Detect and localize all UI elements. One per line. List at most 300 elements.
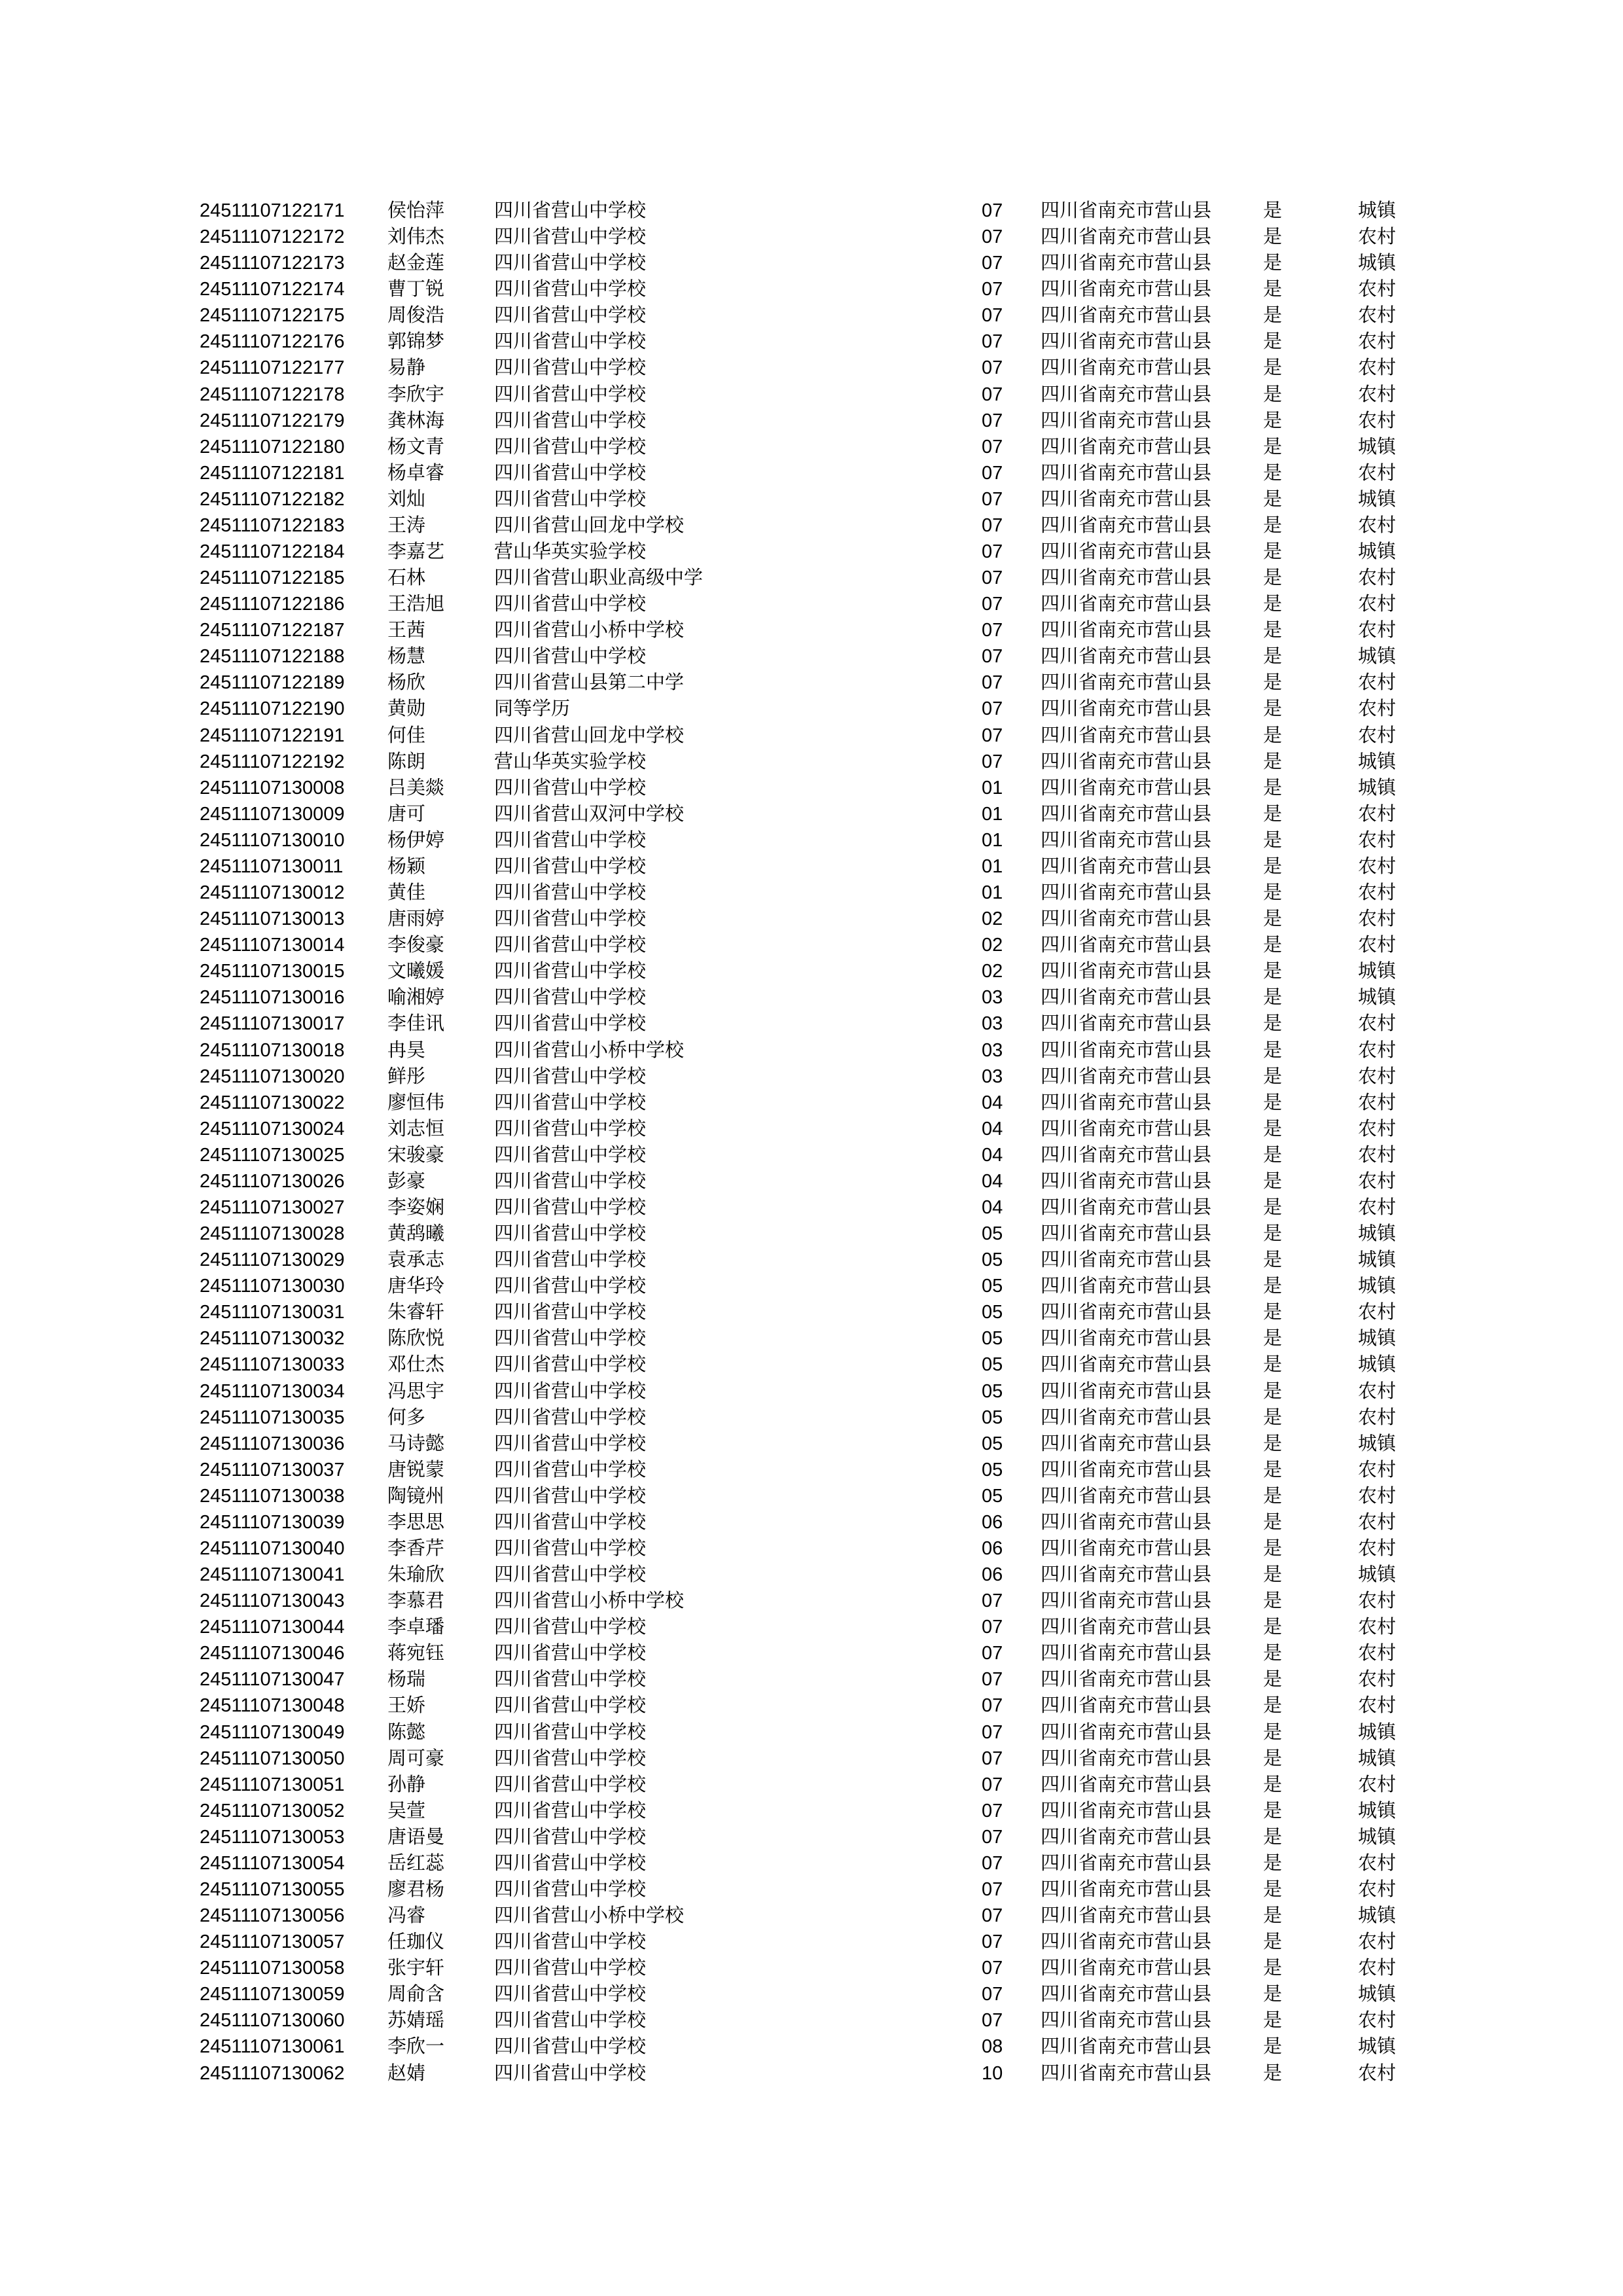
candidate-id: 24511107130016 <box>200 987 345 1009</box>
eligibility-flag: 是 <box>1263 1879 1283 1900</box>
residence-type: 农村 <box>1358 1459 1397 1480</box>
residence-type: 农村 <box>1358 1066 1397 1087</box>
student-name: 黄佳 <box>387 882 426 904</box>
student-name: 刘伟杰 <box>387 226 445 248</box>
table-row <box>0 749 1623 775</box>
eligibility-flag: 是 <box>1263 567 1283 589</box>
eligibility-flag: 是 <box>1263 1354 1283 1376</box>
category-code: 07 <box>982 226 1003 248</box>
eligibility-flag: 是 <box>1263 1905 1283 1927</box>
residence-type: 农村 <box>1358 1407 1397 1428</box>
student-name: 马诗懿 <box>387 1433 445 1454</box>
region: 四川省南充市营山县 <box>1041 829 1212 851</box>
candidate-id: 24511107122178 <box>200 384 345 405</box>
school-name: 四川省营山中学校 <box>494 1066 647 1087</box>
student-name: 王浩旭 <box>387 594 445 615</box>
residence-type: 农村 <box>1358 1144 1397 1166</box>
student-name: 唐锐蒙 <box>387 1459 445 1480</box>
student-name: 龚林海 <box>387 410 445 431</box>
student-name: 唐华玲 <box>387 1276 445 1297</box>
table-row <box>0 1116 1623 1142</box>
residence-type: 农村 <box>1358 567 1397 589</box>
candidate-id: 24511107122192 <box>200 751 345 772</box>
student-name: 杨伊婷 <box>387 829 445 851</box>
student-name: 李欣宇 <box>387 384 445 405</box>
region: 四川省南充市营山县 <box>1041 1748 1212 1769</box>
residence-type: 农村 <box>1358 1537 1397 1559</box>
student-name: 刘灿 <box>387 488 426 510</box>
table-row <box>0 250 1623 276</box>
candidate-id: 24511107130013 <box>200 908 345 930</box>
residence-type: 农村 <box>1358 594 1397 615</box>
table-row <box>0 512 1623 539</box>
category-code: 05 <box>982 1223 1003 1245</box>
eligibility-flag: 是 <box>1263 410 1283 431</box>
table-row <box>0 1509 1623 1535</box>
table-row <box>0 302 1623 329</box>
school-name: 四川省营山中学校 <box>494 1118 647 1139</box>
candidate-id: 24511107122172 <box>200 226 345 248</box>
student-name: 黄勋 <box>387 698 426 720</box>
candidate-id: 24511107130020 <box>200 1066 345 1087</box>
student-name: 冯思宇 <box>387 1380 445 1402</box>
category-code: 01 <box>982 803 1003 825</box>
student-name: 彭豪 <box>387 1170 426 1192</box>
student-name: 冯睿 <box>387 1905 426 1927</box>
candidate-id: 24511107130017 <box>200 1013 345 1035</box>
school-name: 四川省营山中学校 <box>494 1092 647 1113</box>
category-code: 04 <box>982 1092 1003 1113</box>
table-row <box>0 1457 1623 1483</box>
candidate-id: 24511107130037 <box>200 1459 345 1480</box>
region: 四川省南充市营山县 <box>1041 987 1212 1009</box>
candidate-id: 24511107130030 <box>200 1276 345 1297</box>
region: 四川省南充市营山县 <box>1041 620 1212 641</box>
region: 四川省南充市营山县 <box>1041 698 1212 720</box>
residence-type: 城镇 <box>1358 200 1397 221</box>
school-name: 四川省营山中学校 <box>494 1433 647 1454</box>
residence-type: 农村 <box>1358 1958 1397 1979</box>
table-row <box>0 2034 1623 2060</box>
eligibility-flag: 是 <box>1263 1249 1283 1271</box>
category-code: 06 <box>982 1511 1003 1533</box>
school-name: 四川省营山中学校 <box>494 935 647 956</box>
category-code: 07 <box>982 305 1003 327</box>
school-name: 四川省营山中学校 <box>494 961 647 982</box>
region: 四川省南充市营山县 <box>1041 2010 1212 2032</box>
eligibility-flag: 是 <box>1263 541 1283 563</box>
residence-type: 农村 <box>1358 279 1397 300</box>
region: 四川省南充市营山县 <box>1041 384 1212 405</box>
candidate-id: 24511107130058 <box>200 1958 345 1979</box>
table-row <box>0 1640 1623 1666</box>
school-name: 四川省营山中学校 <box>494 829 647 851</box>
table-row <box>0 1299 1623 1325</box>
table-row <box>0 984 1623 1011</box>
table-row <box>0 1090 1623 1116</box>
eligibility-flag: 是 <box>1263 882 1283 904</box>
category-code: 07 <box>982 594 1003 615</box>
school-name: 四川省营山中学校 <box>494 1013 647 1035</box>
table-row <box>0 1037 1623 1064</box>
residence-type: 农村 <box>1358 1380 1397 1402</box>
candidate-id: 24511107122186 <box>200 594 345 615</box>
eligibility-flag: 是 <box>1263 1511 1283 1533</box>
school-name: 四川省营山中学校 <box>494 1302 647 1323</box>
category-code: 02 <box>982 908 1003 930</box>
table-row <box>0 1588 1623 1614</box>
student-name: 唐雨婷 <box>387 908 445 930</box>
category-code: 07 <box>982 410 1003 431</box>
category-code: 06 <box>982 1537 1003 1559</box>
category-code: 05 <box>982 1407 1003 1428</box>
category-code: 07 <box>982 1958 1003 1979</box>
school-name: 四川省营山中学校 <box>494 1511 647 1533</box>
candidate-id: 24511107130062 <box>200 2062 345 2084</box>
eligibility-flag: 是 <box>1263 2036 1283 2058</box>
residence-type: 城镇 <box>1358 1826 1397 1848</box>
eligibility-flag: 是 <box>1263 1196 1283 1218</box>
category-code: 05 <box>982 1249 1003 1271</box>
category-code: 07 <box>982 698 1003 720</box>
region: 四川省南充市营山县 <box>1041 357 1212 379</box>
category-code: 07 <box>982 1984 1003 2005</box>
student-name: 朱瑜欣 <box>387 1564 445 1586</box>
table-row <box>0 1981 1623 2007</box>
candidate-id: 24511107130054 <box>200 1852 345 1874</box>
candidate-id: 24511107122179 <box>200 410 345 431</box>
student-name: 廖恒伟 <box>387 1092 445 1113</box>
category-code: 07 <box>982 514 1003 536</box>
student-name: 袁承志 <box>387 1249 445 1271</box>
category-code: 05 <box>982 1380 1003 1402</box>
eligibility-flag: 是 <box>1263 961 1283 982</box>
table-row <box>0 1666 1623 1693</box>
student-name: 蒋宛钰 <box>387 1643 445 1664</box>
student-name: 陈懿 <box>387 1721 426 1743</box>
residence-type: 农村 <box>1358 1931 1397 1953</box>
region: 四川省南充市营山县 <box>1041 1590 1212 1612</box>
region: 四川省南充市营山县 <box>1041 1380 1212 1402</box>
region: 四川省南充市营山县 <box>1041 2036 1212 2058</box>
category-code: 03 <box>982 987 1003 1009</box>
category-code: 05 <box>982 1328 1003 1350</box>
student-name: 冉昊 <box>387 1039 426 1061</box>
category-code: 07 <box>982 1721 1003 1743</box>
school-name: 四川省营山中学校 <box>494 1669 647 1691</box>
region: 四川省南充市营山县 <box>1041 855 1212 877</box>
school-name: 四川省营山中学校 <box>494 1879 647 1900</box>
student-name: 杨颖 <box>387 855 426 877</box>
table-row <box>0 355 1623 381</box>
student-name: 孙静 <box>387 1774 426 1795</box>
student-name: 杨卓睿 <box>387 462 445 484</box>
region: 四川省南充市营山县 <box>1041 1328 1212 1350</box>
residence-type: 城镇 <box>1358 961 1397 982</box>
category-code: 08 <box>982 2036 1003 2058</box>
school-name: 四川省营山中学校 <box>494 462 647 484</box>
eligibility-flag: 是 <box>1263 1433 1283 1454</box>
category-code: 07 <box>982 541 1003 563</box>
table-row <box>0 1325 1623 1352</box>
region: 四川省南充市营山县 <box>1041 1695 1212 1717</box>
category-code: 07 <box>982 1590 1003 1612</box>
school-name: 四川省营山中学校 <box>494 777 647 798</box>
eligibility-flag: 是 <box>1263 987 1283 1009</box>
student-name: 廖君杨 <box>387 1879 445 1900</box>
residence-type: 城镇 <box>1358 541 1397 563</box>
table-row <box>0 1483 1623 1509</box>
category-code: 07 <box>982 331 1003 353</box>
eligibility-flag: 是 <box>1263 357 1283 379</box>
category-code: 07 <box>982 1774 1003 1795</box>
region: 四川省南充市营山县 <box>1041 1774 1212 1795</box>
residence-type: 城镇 <box>1358 253 1397 274</box>
candidate-id: 24511107122189 <box>200 672 345 694</box>
student-name: 李嘉艺 <box>387 541 445 563</box>
table-row <box>0 723 1623 749</box>
residence-type: 城镇 <box>1358 436 1397 457</box>
category-code: 07 <box>982 672 1003 694</box>
eligibility-flag: 是 <box>1263 1669 1283 1691</box>
candidate-id: 24511107130048 <box>200 1695 345 1717</box>
category-code: 05 <box>982 1302 1003 1323</box>
region: 四川省南充市营山县 <box>1041 1013 1212 1035</box>
student-name: 陈朗 <box>387 751 426 772</box>
eligibility-flag: 是 <box>1263 1537 1283 1559</box>
table-row <box>0 1405 1623 1431</box>
eligibility-flag: 是 <box>1263 1407 1283 1428</box>
eligibility-flag: 是 <box>1263 1800 1283 1821</box>
student-name: 赵金莲 <box>387 253 445 274</box>
school-name: 四川省营山中学校 <box>494 1852 647 1874</box>
residence-type: 农村 <box>1358 1643 1397 1664</box>
category-code: 07 <box>982 1905 1003 1927</box>
region: 四川省南充市营山县 <box>1041 725 1212 746</box>
table-row <box>0 1352 1623 1378</box>
residence-type: 农村 <box>1358 908 1397 930</box>
region: 四川省南充市营山县 <box>1041 1669 1212 1691</box>
residence-type: 农村 <box>1358 410 1397 431</box>
residence-type: 农村 <box>1358 1511 1397 1533</box>
school-name: 四川省营山中学校 <box>494 646 647 668</box>
school-name: 四川省营山小桥中学校 <box>494 620 685 641</box>
candidate-id: 24511107130025 <box>200 1144 345 1166</box>
school-name: 四川省营山中学校 <box>494 594 647 615</box>
table-row <box>0 958 1623 984</box>
region: 四川省南充市营山县 <box>1041 1511 1212 1533</box>
student-name: 赵婧 <box>387 2062 426 2084</box>
table-row <box>0 1746 1623 1772</box>
category-code: 01 <box>982 829 1003 851</box>
eligibility-flag: 是 <box>1263 698 1283 720</box>
candidate-id: 24511107122176 <box>200 331 345 353</box>
candidate-id: 24511107122185 <box>200 567 345 589</box>
student-name: 黄鸹曦 <box>387 1223 445 1245</box>
student-name: 周可豪 <box>387 1748 445 1769</box>
residence-type: 城镇 <box>1358 1328 1397 1350</box>
region: 四川省南充市营山县 <box>1041 1407 1212 1428</box>
residence-type: 农村 <box>1358 855 1397 877</box>
table-row <box>0 1562 1623 1588</box>
eligibility-flag: 是 <box>1263 384 1283 405</box>
table-row <box>0 617 1623 643</box>
category-code: 04 <box>982 1170 1003 1192</box>
region: 四川省南充市营山县 <box>1041 1537 1212 1559</box>
candidate-id: 24511107130055 <box>200 1879 345 1900</box>
eligibility-flag: 是 <box>1263 1931 1283 1953</box>
student-name: 陈欣悦 <box>387 1328 445 1350</box>
candidate-id: 24511107130057 <box>200 1931 345 1953</box>
table-row <box>0 408 1623 434</box>
category-code: 05 <box>982 1485 1003 1507</box>
candidate-id: 24511107122190 <box>200 698 345 720</box>
eligibility-flag: 是 <box>1263 1748 1283 1769</box>
school-name: 四川省营山中学校 <box>494 1196 647 1218</box>
student-name: 李姿娴 <box>387 1196 445 1218</box>
category-code: 07 <box>982 1643 1003 1664</box>
residence-type: 城镇 <box>1358 751 1397 772</box>
school-name: 四川省营山中学校 <box>494 436 647 457</box>
category-code: 07 <box>982 1852 1003 1874</box>
candidate-id: 24511107130052 <box>200 1800 345 1821</box>
residence-type: 农村 <box>1358 882 1397 904</box>
residence-type: 农村 <box>1358 1590 1397 1612</box>
candidate-id: 24511107130061 <box>200 2036 345 2058</box>
candidate-id: 24511107130036 <box>200 1433 345 1454</box>
school-name: 四川省营山中学校 <box>494 1748 647 1769</box>
eligibility-flag: 是 <box>1263 1617 1283 1638</box>
residence-type: 农村 <box>1358 1039 1397 1061</box>
residence-type: 城镇 <box>1358 1433 1397 1454</box>
category-code: 05 <box>982 1276 1003 1297</box>
candidate-id: 24511107130043 <box>200 1590 345 1612</box>
residence-type: 农村 <box>1358 1196 1397 1218</box>
category-code: 05 <box>982 1433 1003 1454</box>
region: 四川省南充市营山县 <box>1041 1879 1212 1900</box>
region: 四川省南充市营山县 <box>1041 1276 1212 1297</box>
candidate-id: 24511107130028 <box>200 1223 345 1245</box>
student-name: 王涛 <box>387 514 426 536</box>
table-row <box>0 329 1623 355</box>
student-name: 李慕君 <box>387 1590 445 1612</box>
residence-type: 农村 <box>1358 1695 1397 1717</box>
category-code: 07 <box>982 1695 1003 1717</box>
category-code: 04 <box>982 1196 1003 1218</box>
school-name: 四川省营山中学校 <box>494 253 647 274</box>
table-row <box>0 853 1623 880</box>
candidate-id: 24511107130044 <box>200 1617 345 1638</box>
category-code: 01 <box>982 882 1003 904</box>
region: 四川省南充市营山县 <box>1041 1066 1212 1087</box>
student-name: 石林 <box>387 567 426 589</box>
eligibility-flag: 是 <box>1263 1564 1283 1586</box>
student-name: 鲜彤 <box>387 1066 426 1087</box>
school-name: 四川省营山中学校 <box>494 1564 647 1586</box>
category-code: 02 <box>982 935 1003 956</box>
table-row <box>0 460 1623 486</box>
eligibility-flag: 是 <box>1263 803 1283 825</box>
school-name: 四川省营山回龙中学校 <box>494 725 685 746</box>
student-name: 李思思 <box>387 1511 445 1533</box>
category-code: 10 <box>982 2062 1003 2084</box>
school-name: 四川省营山小桥中学校 <box>494 1905 685 1927</box>
student-name: 吴萱 <box>387 1800 426 1821</box>
eligibility-flag: 是 <box>1263 279 1283 300</box>
eligibility-flag: 是 <box>1263 829 1283 851</box>
eligibility-flag: 是 <box>1263 1276 1283 1297</box>
student-name: 苏婧瑶 <box>387 2010 445 2032</box>
table-row <box>0 1798 1623 1824</box>
school-name: 四川省营山中学校 <box>494 1485 647 1507</box>
table-row <box>0 670 1623 696</box>
candidate-id: 24511107130018 <box>200 1039 345 1061</box>
school-name: 四川省营山中学校 <box>494 1354 647 1376</box>
region: 四川省南充市营山县 <box>1041 646 1212 668</box>
region: 四川省南充市营山县 <box>1041 1643 1212 1664</box>
candidate-id: 24511107130060 <box>200 2010 345 2032</box>
school-name: 四川省营山中学校 <box>494 1800 647 1821</box>
residence-type: 农村 <box>1358 305 1397 327</box>
school-name: 四川省营山中学校 <box>494 2036 647 2058</box>
school-name: 四川省营山小桥中学校 <box>494 1039 685 1061</box>
table-row <box>0 1011 1623 1037</box>
school-name: 四川省营山中学校 <box>494 331 647 353</box>
region: 四川省南充市营山县 <box>1041 1721 1212 1743</box>
region: 四川省南充市营山县 <box>1041 751 1212 772</box>
candidate-id: 24511107130035 <box>200 1407 345 1428</box>
student-name: 唐语曼 <box>387 1826 445 1848</box>
category-code: 07 <box>982 646 1003 668</box>
residence-type: 农村 <box>1358 698 1397 720</box>
candidate-id: 24511107130024 <box>200 1118 345 1139</box>
school-name: 四川省营山中学校 <box>494 1407 647 1428</box>
eligibility-flag: 是 <box>1263 1984 1283 2005</box>
category-code: 07 <box>982 253 1003 274</box>
school-name: 四川省营山小桥中学校 <box>494 1590 685 1612</box>
candidate-id: 24511107122183 <box>200 514 345 536</box>
category-code: 07 <box>982 1931 1003 1953</box>
candidate-id: 24511107122191 <box>200 725 345 746</box>
student-name: 郭锦梦 <box>387 331 445 353</box>
candidate-id: 24511107130041 <box>200 1564 345 1586</box>
eligibility-flag: 是 <box>1263 200 1283 221</box>
table-row <box>0 1378 1623 1405</box>
residence-type: 农村 <box>1358 2062 1397 2084</box>
category-code: 02 <box>982 961 1003 982</box>
eligibility-flag: 是 <box>1263 751 1283 772</box>
student-name: 喻湘婷 <box>387 987 445 1009</box>
table-row <box>0 224 1623 250</box>
region: 四川省南充市营山县 <box>1041 1931 1212 1953</box>
table-row <box>0 1614 1623 1640</box>
student-name: 张宇轩 <box>387 1958 445 1979</box>
residence-type: 农村 <box>1358 1013 1397 1035</box>
candidate-id: 24511107122177 <box>200 357 345 379</box>
candidate-id: 24511107122171 <box>200 200 345 221</box>
eligibility-flag: 是 <box>1263 2010 1283 2032</box>
residence-type: 农村 <box>1358 1302 1397 1323</box>
region: 四川省南充市营山县 <box>1041 1144 1212 1166</box>
school-name: 四川省营山中学校 <box>494 1380 647 1402</box>
eligibility-flag: 是 <box>1263 1826 1283 1848</box>
school-name: 四川省营山中学校 <box>494 1984 647 2005</box>
student-name: 宋骏豪 <box>387 1144 445 1166</box>
table-row <box>0 1719 1623 1746</box>
school-name: 四川省营山中学校 <box>494 2062 647 2084</box>
residence-type: 农村 <box>1358 829 1397 851</box>
student-name: 杨慧 <box>387 646 426 668</box>
